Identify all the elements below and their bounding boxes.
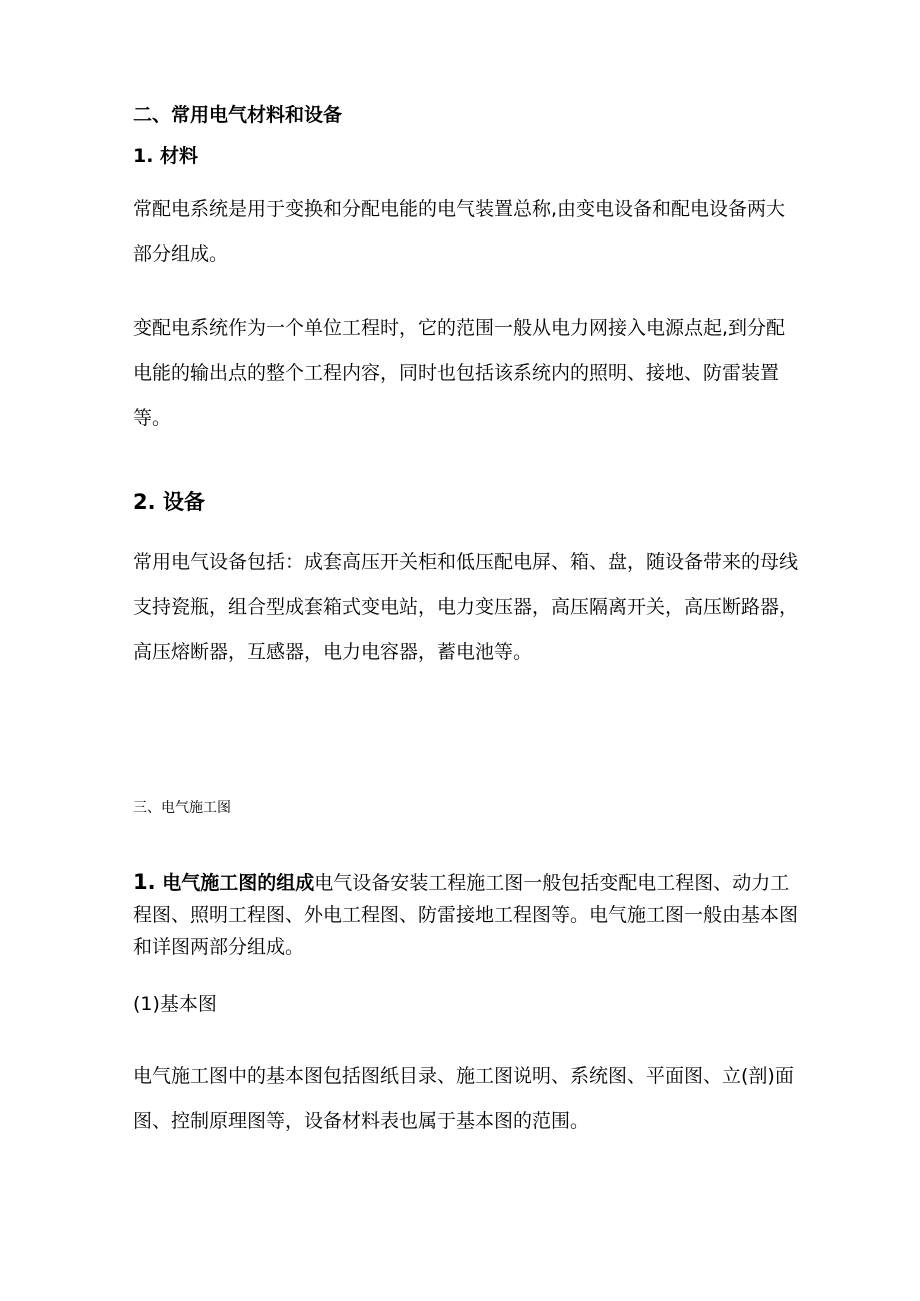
composition-number: 1. [133, 870, 156, 894]
composition-paragraph [133, 866, 803, 963]
section-two-heading: 二、常用电气材料和设备 [133, 104, 343, 126]
composition-heading-text: 电气施工图的组成 [155, 872, 315, 894]
basic-drawing-paragraph: 电气施工图中的基本图包括图纸目录、施工图说明、系统图、平面图、立(剖)面图、控制原理图等，设备材料表也属于基本图的范围。 [133, 1065, 794, 1132]
equipment-heading: 2. 设备 [133, 490, 205, 514]
basic-drawing-heading: (1)基本图 [133, 993, 217, 1015]
section-three-heading: 三、电气施工图 [133, 800, 231, 816]
materials-paragraph-1: 常配电系统是用于变换和分配电能的电气装置总称,由变电设备和配电设备两大部分组成。 [133, 198, 786, 265]
materials-heading: 1. 材料 [133, 145, 199, 167]
composition-text: 电气设备安装工程施工图一般包括变配电工程图、动力工程图、照明工程图、外电工程图、防雷接地工程图等。电气施工图一般由基本图和详图两部分组成。 [133, 872, 799, 958]
composition-heading [133, 872, 314, 894]
materials-paragraph-2: 变配电系统作为一个单位工程时，它的范围一般从电力网接入电源点起,到分配电能的输出点的整个工程内容，同时也包括该系统内的照明、接地、防雷装置等。 [133, 317, 786, 429]
equipment-paragraph: 常用电气设备包括：成套高压开关柜和低压配电屏、箱、盘，随设备带来的母线支持瓷瓶，组合型成套箱式变电站，电力变压器，高压隔离开关，高压断路器，高压熔断器，互感器，电力电容器，蓄电池等。 [133, 551, 799, 663]
